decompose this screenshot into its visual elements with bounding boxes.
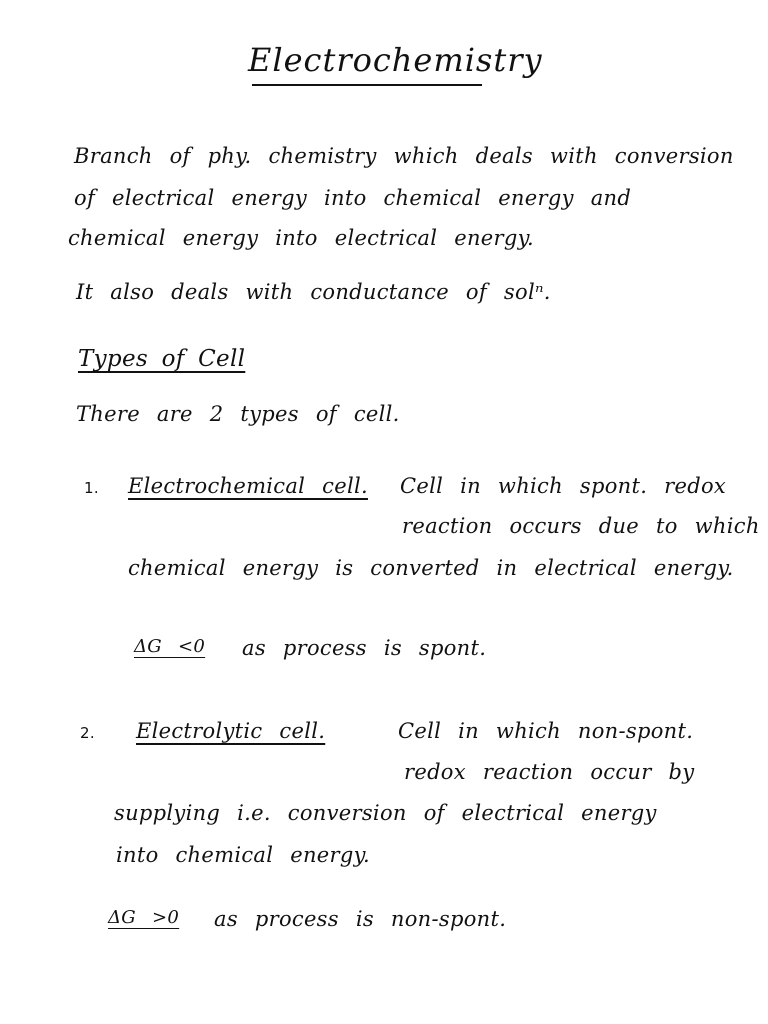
cell1-desc-1: Cell in which spont. redox (400, 474, 727, 498)
cell2-condition: ΔG >0 (108, 907, 180, 928)
cell2-desc-4: into chemical energy. (116, 843, 370, 867)
cell2-desc-1: Cell in which non-spont. (398, 719, 694, 743)
cell1-number: 1. (84, 479, 99, 497)
cell1-name: Electrochemical cell. (128, 474, 368, 498)
cell2-number: 2. (80, 724, 95, 742)
cell2-desc-2: redox reaction occur by (404, 760, 695, 784)
title-underline (252, 84, 482, 86)
cell1-desc-2: reaction occurs due to which (402, 514, 760, 538)
definition-line-3: chemical energy into electrical energy. (68, 226, 534, 250)
page-title: Electrochemistry (248, 41, 543, 79)
cell2-name: Electrolytic cell. (136, 719, 326, 743)
cell1-condition: ΔG <0 (134, 636, 206, 657)
definition-line-2: of electrical energy into chemical energy and (74, 186, 632, 210)
cell1-reason: as process is spont. (242, 636, 487, 660)
definition-line-4: It also deals with conductance of solⁿ. (76, 280, 551, 304)
cell1-desc-3: chemical energy is converted in electrical energy. (128, 556, 734, 580)
cell2-desc-3: supplying i.e. conversion of electrical energy (114, 801, 657, 825)
definition-line-1: Branch of phy. chemistry which deals with conversion (74, 144, 734, 168)
cell2-reason: as process is non-spont. (214, 907, 507, 931)
types-intro: There are 2 types of cell. (76, 402, 400, 426)
types-heading: Types of Cell (78, 346, 246, 372)
